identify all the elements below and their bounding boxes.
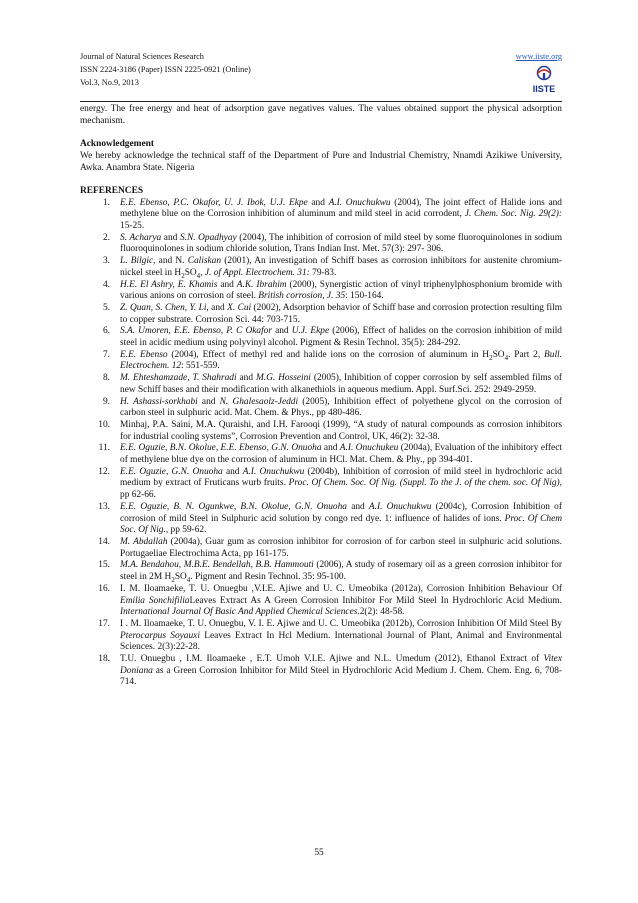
reference-text: E.E. Ebenso, P.C. Okafor, U. J. Ibok, U.J. Ekpe and A.I. Onuchukwu (2004), The joint effect of Halide ions and methylene blue on the Corrosion inhibition of aluminum and mild steel in acid corrodent, J. Chem. Soc. Nig. 29(2): 15-25. xyxy=(120,197,562,231)
reference-number: 9. xyxy=(102,396,110,407)
reference-text: E.E. Oguzie, G.N. Onuoha and A.I. Onuchukwu (2004b), Inhibition of corrosion of mild steel in hydrochloric acid medium by extract of Fruticans wurb fruits. Proc. Of Chem. Soc. Of Nig. (Suppl. To the J. of the chem. soc. Of Nig), pp 62-66. xyxy=(120,466,562,501)
intro-paragraph: energy. The free energy and heat of adsorption gave negatives values. The values obtained support the physical adsorption mechanism. xyxy=(80,104,562,126)
reference-number: 8. xyxy=(102,373,110,384)
reference-number: 3. xyxy=(102,256,110,267)
reference-number: 2. xyxy=(102,232,110,243)
reference-item xyxy=(80,502,562,537)
reference-text: H. Ashassi-sorkhabi and N. Ghalesaolz-Jeddi (2005), Inhibition effect of polyethene glycol on the corrosion of carbon steel in sulphuric acid. Mat. Chem. & Phys., pp 480-486. xyxy=(120,396,562,419)
reference-number: 1. xyxy=(102,197,110,208)
acknowledgement-text: We hereby acknowledge the technical staff of the Department of Pure and Industrial Chemistry, Nnamdi Azikiwe University, Awka. Anambra State. Nigeria xyxy=(80,150,562,173)
reference-number: 5. xyxy=(102,302,110,313)
journal-title: Journal of Natural Sciences Research xyxy=(80,52,204,61)
reference-text: H.E. El Ashry, E. Khamis and A.K. Ibrahim (2000), Synergistic action of vinyl triphenylphosphonium bromide with various anions on corrosion of steel. British corrosion, J. 35: 150-164. xyxy=(120,279,563,302)
reference-item xyxy=(80,443,562,466)
reference-number: 16. xyxy=(98,583,110,594)
reference-item xyxy=(80,303,562,326)
reference-text: E.E. Oguzie, B.N. Okolue, E.E. Ebenso, G.N. Onuoha and A.I. Onuchukeu (2004a), Evaluation of the inhibitory effect of methylene blue dye on the corrosion of aluminum in HCl. Mat. Chem. & Phy., pp 394-401. xyxy=(120,443,562,466)
reference-number: 13. xyxy=(98,501,110,512)
article-body xyxy=(80,104,562,689)
reference-number: 15. xyxy=(98,560,110,571)
reference-number: 14. xyxy=(98,536,110,547)
reference-item xyxy=(80,233,562,256)
reference-item xyxy=(80,584,562,619)
journal-header xyxy=(80,50,562,89)
reference-number: 7. xyxy=(102,349,110,360)
reference-text: I. M. Iloamaeke, T. U. Onuegbu ,V.I.E. Ajiwe and U. C. Umeobika (2012a), Corrosion Inhibition Behaviour Of Emilia SonchifiliaLeaves Extract As A Green Corrosion Inhibitor For Mild Steel In Hydrochloric Acid Medium. International Journal Of Basic And Applied Chemical Sciences.2(2): 48-58. xyxy=(120,583,562,618)
reference-item xyxy=(80,619,562,654)
reference-text: M.A. Bendahou, M.B.E. Bendellah, B.B. Hammouti (2006), A study of rosemary oil as a green corrosion inhibitor for steel in 2M $H_2SO_4$. Pigment and Resin Technol. 35: 95-100. xyxy=(120,560,562,584)
reference-number: 11. xyxy=(98,443,110,454)
reference-item xyxy=(80,350,562,373)
journal-volume: Vol.3, No.9, 2013 xyxy=(80,78,139,87)
reference-text: Z. Quan, S. Chen, Y. Li, and X. Cui (2002), Adsorption behavior of Schiff base and corrosion protection resulting film to copper substrate. Corrosion Sci. 44: 703-715. xyxy=(120,302,562,325)
reference-item xyxy=(80,467,562,502)
reference-text: M. Abdallah (2004a), Guar gum as corrosion inhibitor for corrosion of for carbon steel in sulphuric acid solutions. Portugaeliae Electrochima Acta, pp 161-175. xyxy=(120,536,563,559)
reference-number: 10. xyxy=(98,419,110,430)
reference-text: S.A. Umoren, E.E. Ebenso, P. C Okafor and U.J. Ekpe (2006), Effect of halides on the corrosion inhibition of mild steel in acidic medium using polyvinyl alcohol. Pigment & Resin Technol. 35(5): 284-292. xyxy=(120,326,562,349)
reference-number: 4. xyxy=(102,279,110,290)
reference-item xyxy=(80,326,562,349)
reference-item xyxy=(80,373,562,396)
reference-text: L. Bilgic, and N. Caliskan (2001), An investigation of Schiff bases as corrosion inhibitors for austenite chromium-nickel steel in $H_2SO_4$, J. of Appl. Electrochem. 31: 79-83. xyxy=(120,256,562,280)
journal-url-link[interactable]: www.iiste.org xyxy=(515,52,562,61)
reference-text: E.E. Ebenso (2004), Effect of methyl red and halide ions on the corrosion of aluminum in $H_2SO_4$. Part 2, Bull. Electrochem. 12: 551-559. xyxy=(120,349,562,372)
page-number: 55 xyxy=(314,848,324,858)
reference-text: Minhaj, P.A. Saini, M.A. Quraishi, and I.H. Farooqi (1999), “A study of natural compounds as corrosion inhibitors for industrial cooling systems”, Corrosion Prevention and Control, UK, 46(2): 32-38. xyxy=(120,419,562,442)
reference-number: 12. xyxy=(98,466,110,477)
reference-list xyxy=(80,198,562,690)
reference-item xyxy=(80,654,562,689)
reference-text: I . M. Iloamaeke, T. U. Onuegbu, V. I. E. Ajiwe and U. C. Umeobika (2012b), Corrosion Inhibition Of Mild Steel By Pterocarpus Soyauxi Leaves Extract In Hcl Medium. International Journal of Plant, Animal and Environmental Sciences. 2(3):22-28. xyxy=(120,618,562,653)
reference-item xyxy=(80,397,562,420)
logo-wordmark: IISTE xyxy=(532,84,556,94)
reference-item xyxy=(80,560,562,583)
reference-text: M. Ehteshamzade, T. Shahradi and M.G. Hosseini (2005), Inhibition of copper corrosion by self assembled films of new Schiff bases and their modification with alkanethiols in aqueous medium. Appl. Surf.Sci. 252: 2949-2959. xyxy=(120,373,562,395)
reference-number: 6. xyxy=(102,326,110,337)
reference-item xyxy=(80,280,562,303)
reference-item xyxy=(80,198,562,233)
reference-number: 17. xyxy=(98,618,110,629)
reference-item xyxy=(80,537,562,560)
header-divider xyxy=(80,101,562,102)
references-heading: REFERENCES xyxy=(80,185,144,196)
reference-text: T.U. Onuegbu , I.M. Iloamaeke , E.T. Umoh V.I.E. Ajiwe and N.L. Umedum (2012), Ethanol Extract of Vitex Doniana as a Green Corrosion Inhibitor for Mild Steel in Hydrochloric Acid Medium J. Chem. Chem. Eng. 6, 708-714. xyxy=(120,654,562,688)
reference-item xyxy=(80,256,562,279)
reference-text: E.E. Oguzie, B. N. Ogunkwe, B.N. Okolue, G.N. Onuoha and A.I. Onuchukwu (2004c), Corrosion Inhibition of corrosion of mild Steel in Sulphuric acid solution by congo red dye. 1: influence of halides of ions. Proc. Of Chem Soc. Of Nig., pp 59-62. xyxy=(120,501,562,536)
reference-text: S. Acharya and S.N. Opadhyay (2004), The inhibition of corrosion of mild steel by some fluoroquinolones in sodium fluoroquinolones in sodium chloride solution, Trans Indian Inst. Met. 57(3): 297- 306. xyxy=(120,232,562,255)
journal-issn: ISSN 2224-3186 (Paper) ISSN 2225-0921 (Online) xyxy=(80,65,251,74)
reference-item xyxy=(80,420,562,443)
acknowledgement-heading: Acknowledgement xyxy=(80,139,154,150)
reference-number: 18. xyxy=(98,654,110,665)
iiste-logo xyxy=(527,64,561,95)
